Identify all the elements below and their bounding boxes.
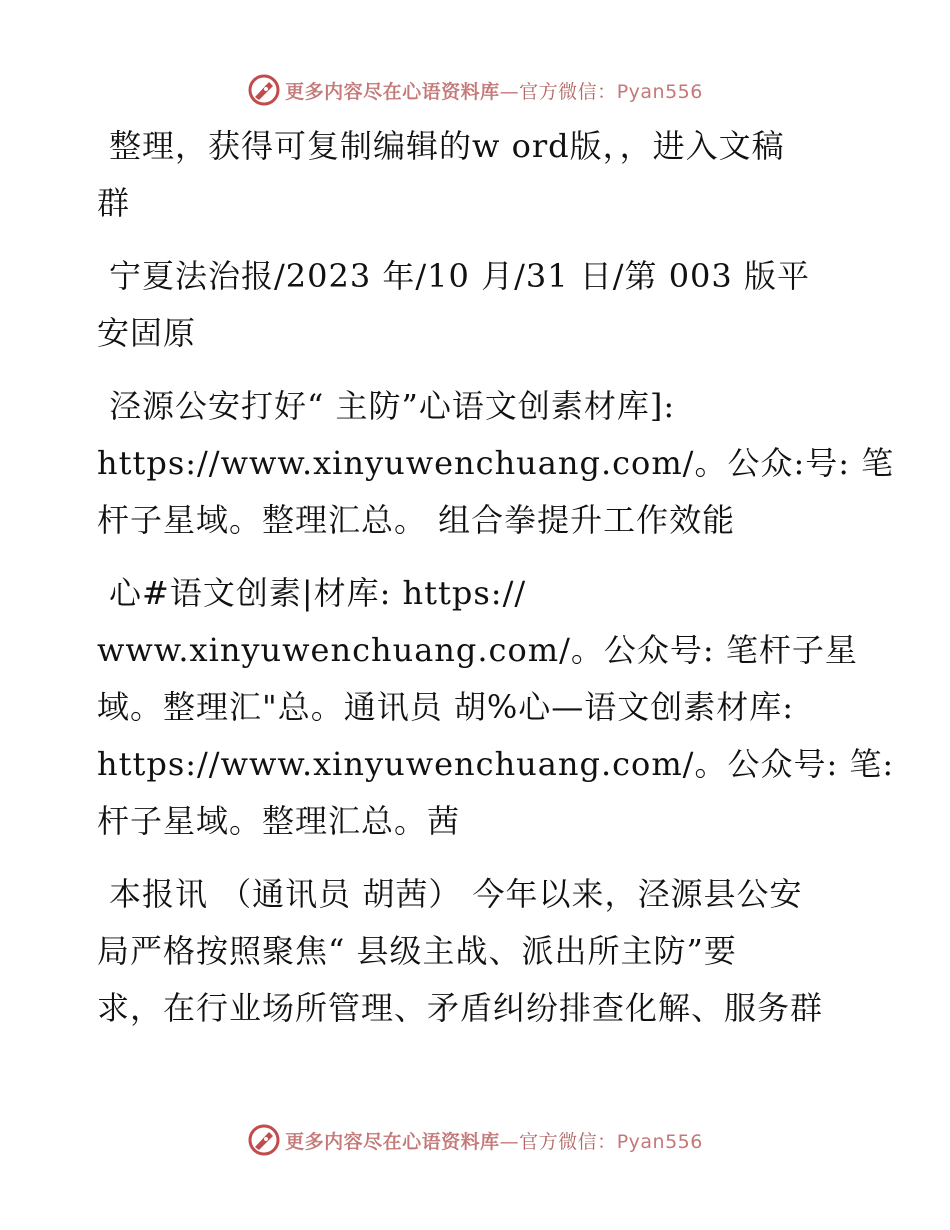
paragraph-headline [97,378,895,549]
text-line: 整理，获得可复制编辑的w ord版，，进入文稿 [109,127,785,165]
text-line: www.xinyuwenchuang.com/。公众号: 笔杆子星 [97,631,858,669]
banner-wechat-id: Pyan556 [616,1130,703,1153]
text-line: 心#语文创素|材库: https:// [109,574,527,612]
paragraph-body [97,866,857,1037]
paragraph-intro [97,118,857,232]
paragraph-byline [97,565,895,850]
text-line: 安固原 [97,314,197,352]
banner-main-text: 更多内容尽在心语资料库 [285,1130,500,1153]
pen-nib-logo-icon [247,73,281,107]
text-line: 局严格按照聚焦“ 县级主战、派出所主防”要 [97,932,737,970]
text-line: https://www.xinyuwenchuang.com/。公众号: 笔: [97,745,895,783]
text-line: 域。整理汇"总。通讯员 胡%心—语文创素材库: [97,688,795,726]
text-line: https://www.xinyuwenchuang.com/。公众:号: 笔 [97,444,895,482]
banner-main-text: 更多内容尽在心语资料库 [285,80,500,103]
text-line: 本报讯 （通讯员 胡茜） 今年以来，泾源县公安 [109,875,803,913]
text-line: 杆子星域。整理汇总。茜 [97,802,461,840]
paragraph-source [97,248,857,362]
text-line: 宁夏法治报/2023 年/10 月/31 日/第 003 版平 [109,257,810,295]
banner-dash: — [499,80,520,103]
footer-banner [0,1120,950,1160]
text-line: 杆子星域。整理汇总。 组合拳提升工作效能 [97,501,736,539]
banner-dash: — [499,1130,520,1153]
pen-nib-logo-icon [247,1123,281,1157]
document-body [97,118,895,1053]
text-line: 群 [97,184,131,222]
banner-sub-text: 官方微信： [519,80,617,103]
header-banner [0,70,950,110]
text-line: 泾源公安打好“ 主防”心语文创素材库]: [109,387,676,425]
banner-sub-text: 官方微信： [519,1130,617,1153]
text-line: 求，在行业场所管理、矛盾纠纷排查化解、服务群 [97,989,824,1027]
banner-wechat-id: Pyan556 [616,80,703,103]
